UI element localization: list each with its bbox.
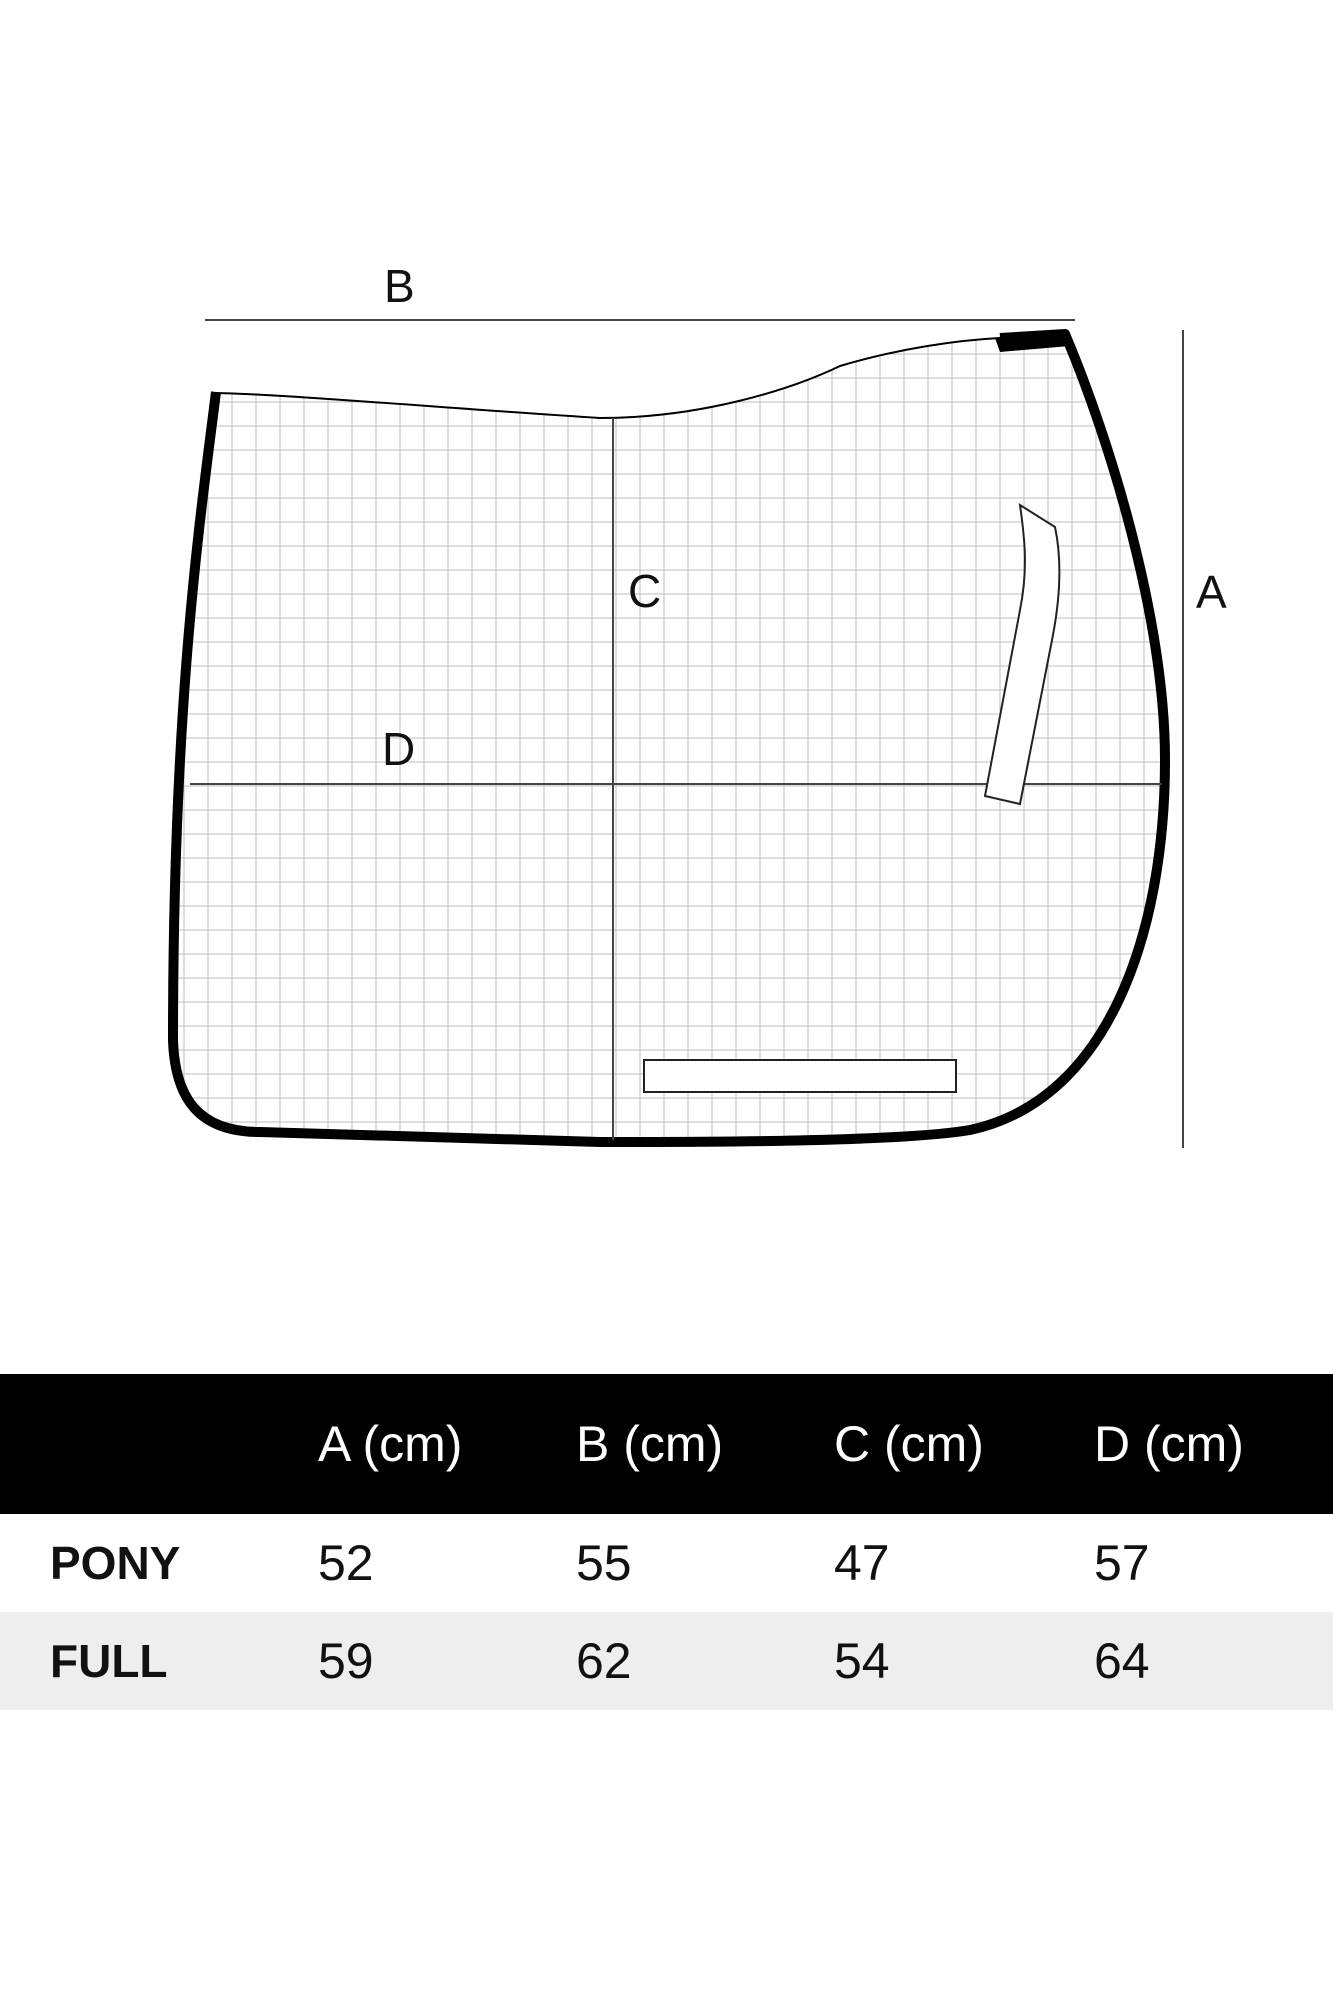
- label-b: B: [384, 260, 415, 312]
- table-row: [0, 1514, 1333, 1612]
- table-header-row: [0, 1374, 1333, 1514]
- table-cell: 57: [1094, 1535, 1150, 1591]
- label-c: C: [628, 565, 662, 617]
- table-cell: 55: [576, 1535, 632, 1591]
- header-cell-c: C (cm): [834, 1416, 984, 1472]
- table-cell: 54: [834, 1633, 890, 1689]
- row-label-pony: PONY: [50, 1537, 181, 1589]
- header-cell-empty: [0, 1374, 318, 1514]
- table-cell: 59: [318, 1633, 374, 1689]
- label-a: A: [1196, 566, 1227, 618]
- table-cell: 64: [1094, 1633, 1150, 1689]
- table-cell: 62: [576, 1633, 632, 1689]
- header-cell-b: B (cm): [576, 1416, 724, 1472]
- size-chart-table: [0, 1374, 1333, 1710]
- label-d: D: [382, 723, 416, 775]
- row-label-full: FULL: [50, 1635, 168, 1687]
- header-cell-d: D (cm): [1094, 1416, 1244, 1472]
- girth-loop: [644, 1060, 956, 1092]
- table-cell: 52: [318, 1535, 374, 1591]
- table-row: [0, 1612, 1333, 1710]
- header-cell-a: A (cm): [318, 1416, 463, 1472]
- table-cell: 47: [834, 1535, 890, 1591]
